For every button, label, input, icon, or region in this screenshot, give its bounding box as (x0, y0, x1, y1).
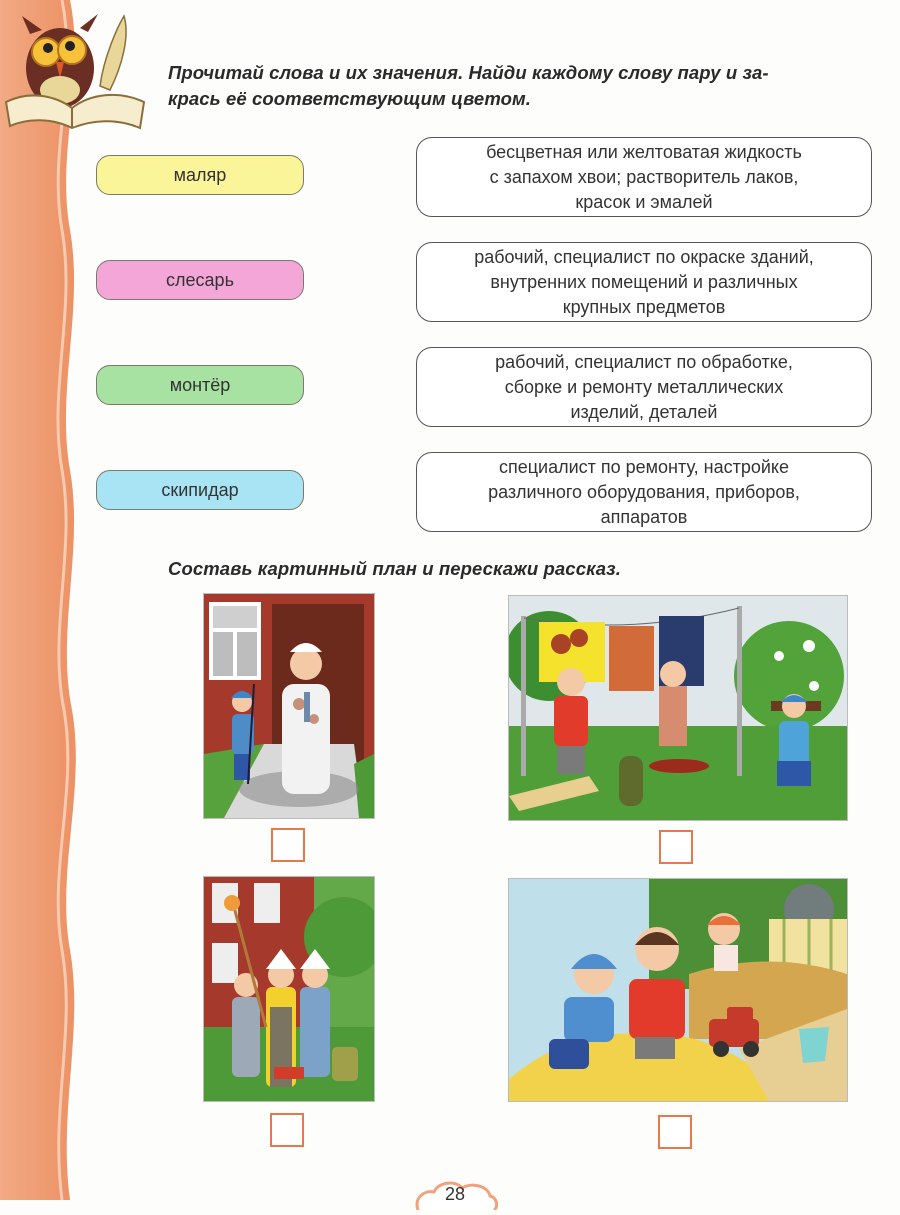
picture-3-painters-in-paper-hats (203, 876, 375, 1102)
task1-instruction-line1: Прочитай слова и их значения. Найди каждому слову пару и за- (168, 62, 769, 83)
page-number-badge (412, 1180, 498, 1210)
meaning-text-line: внутренних помещений и различных (490, 271, 798, 292)
owl-with-book-icon (0, 6, 150, 130)
meaning-text-line: красок и эмалей (575, 191, 713, 212)
picture-3-order-checkbox[interactable] (270, 1113, 304, 1147)
meaning-text-line: рабочий, специалист по обработке, (495, 351, 793, 372)
meaning-card-4[interactable] (416, 452, 872, 532)
decorative-side-stripe (0, 0, 90, 1200)
picture-2-order-checkbox[interactable] (659, 830, 693, 864)
meaning-text-line: рабочий, специалист по окраске зданий, (474, 246, 814, 267)
meaning-text-line: бесцветная или желтоватая жидкость (486, 141, 802, 162)
meaning-card-3[interactable] (416, 347, 872, 427)
picture-2-kids-spraying-laundry (508, 595, 848, 821)
meaning-text-line: специалист по ремонту, настройке (498, 456, 790, 477)
word-label: монтёр (169, 374, 231, 395)
meaning-text-line: с запахом хвои; растворитель лаков, (489, 166, 799, 187)
task1-instruction-line2: крась её соответствующим цветом. (168, 88, 532, 109)
task2-instruction: Составь картинный план и перескажи рассказ. (168, 558, 621, 579)
task1-instruction (168, 60, 878, 112)
word-label: слесарь (166, 269, 234, 290)
meaning-card-1[interactable] (416, 137, 872, 217)
meaning-text-line: аппаратов (600, 506, 688, 527)
page-number: 28 (444, 1184, 466, 1204)
meaning-text-line: изделий, деталей (570, 401, 718, 422)
word-card-skipidar[interactable] (96, 470, 304, 510)
meaning-card-2[interactable] (416, 242, 872, 322)
picture-1-order-checkbox[interactable] (271, 828, 305, 862)
word-label: скипидар (161, 479, 239, 500)
picture-4-kids-in-sandbox (508, 878, 848, 1102)
word-card-slesar[interactable] (96, 260, 304, 300)
meaning-text-line: различного оборудования, приборов, (488, 481, 800, 502)
meaning-text-line: сборке и ремонту металлических (504, 376, 784, 397)
picture-1-boy-and-painted-man (203, 593, 375, 819)
word-label: маляр (173, 164, 227, 185)
picture-4-order-checkbox[interactable] (658, 1115, 692, 1149)
meaning-text-line: крупных предметов (562, 296, 726, 317)
word-card-monter[interactable] (96, 365, 304, 405)
word-card-malyar[interactable] (96, 155, 304, 195)
